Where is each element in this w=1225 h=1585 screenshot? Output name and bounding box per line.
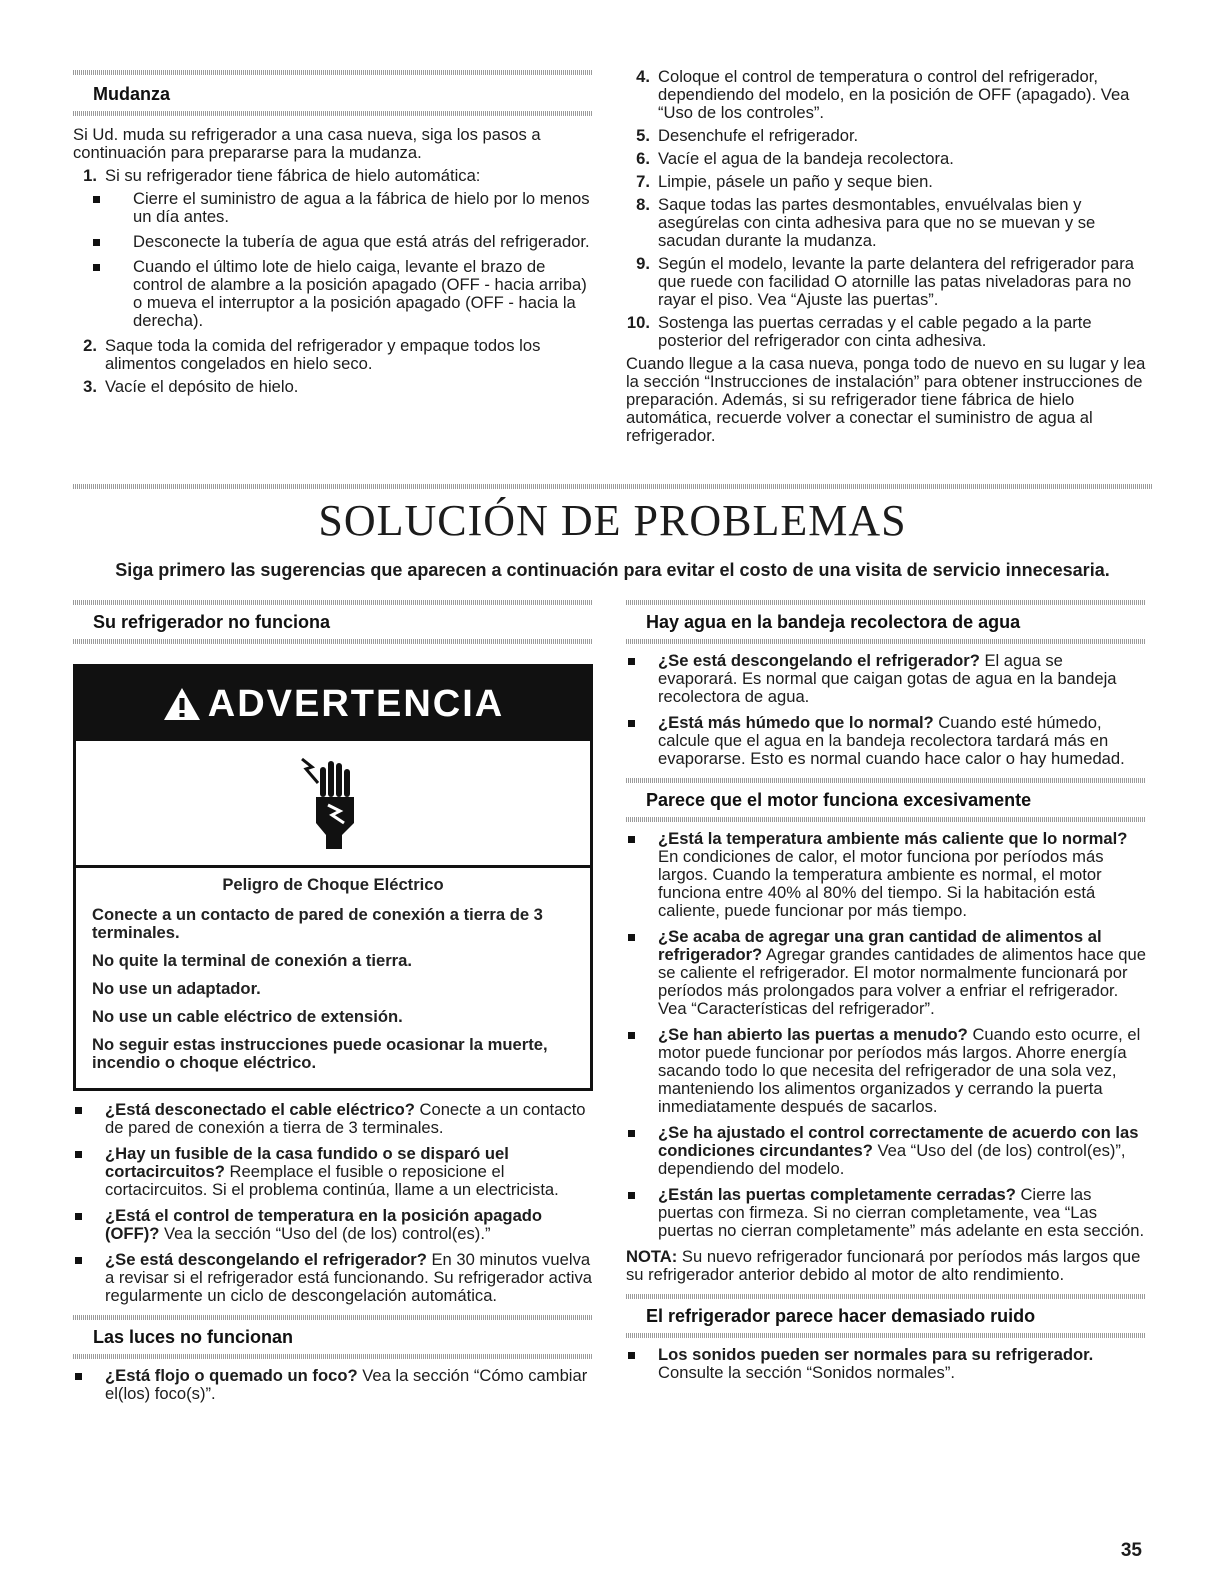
list-item: 2. Saque toda la comida del refrigerador y empaque todos los alimentos congelados en hielo seco. <box>83 336 541 373</box>
section-heading: Hay agua en la bandeja recolectora de agua <box>646 612 1021 632</box>
moving-section-left <box>73 70 593 401</box>
divider <box>626 1294 1146 1299</box>
divider <box>626 1333 1146 1338</box>
electric-shock-icon <box>76 741 590 868</box>
note: NOTA: Su nuevo refrigerador funcionará por períodos más largos que su refrigerador anterior debido al motor de alto rendimiento. <box>626 1247 1141 1284</box>
divider <box>626 600 1146 605</box>
warning-hazard: Peligro de Choque Eléctrico <box>222 875 444 894</box>
warning-box <box>73 664 593 1091</box>
divider <box>73 1315 593 1320</box>
moving-heading: Mudanza <box>93 84 171 104</box>
list-item: ¿Hay un fusible de la casa fundido o se disparó uel cortacircuitos? Reemplace el fusible o reposicione el cortacircuitos. Si el problema continúa, llame a un electricista. <box>73 1145 593 1199</box>
warning-word: ADVERTENCIA <box>207 683 505 725</box>
warning-line: No seguir estas instrucciones puede ocasionar la muerte, incendio o choque eléctrico. <box>92 1035 548 1072</box>
section-heading: El refrigerador parece hacer demasiado ruido <box>646 1306 1036 1326</box>
divider <box>73 111 593 116</box>
section-heading: Parece que el motor funciona excesivamente <box>646 790 1032 810</box>
section-heading: Su refrigerador no funciona <box>93 612 331 632</box>
list-item: Cuando el último lote de hielo caiga, levante el brazo de control de alambre a la posición apagado (OFF - hacia arriba) o mueva el interruptor a la posición apagado (OFF - hacia la derecha). <box>73 258 593 330</box>
warning-line: No use un cable eléctrico de extensión. <box>92 1007 403 1026</box>
divider <box>73 639 593 644</box>
list-item: 4. Coloque el control de temperatura o control del refrigerador, dependiendo del modelo, en la posición de OFF (apagado). Vea “Uso de los controles”. <box>636 67 1130 122</box>
warning-line: No quite la terminal de conexión a tierra. <box>92 951 412 970</box>
list-item: 8. Saque todas las partes desmontables, envuélvalas bien y asegúrelas con cinta adhesiva para que no se muevan y se sacudan durante la mudanza. <box>636 195 1096 250</box>
divider <box>73 70 593 75</box>
warning-triangle-icon <box>162 686 202 722</box>
list-item: 10. Sostenga las puertas cerradas y el cable pegado a la parte posterior del refrigerador con cinta adhesiva. <box>626 313 1092 350</box>
page-number: 35 <box>1120 1540 1142 1561</box>
list-item: ¿Está desconectado el cable eléctrico? Conecte a un contacto de pared de conexión a tierra de 3 terminales. <box>73 1101 593 1137</box>
list-item: ¿Están las puertas completamente cerradas? Cierre las puertas con firmeza. Si no cierran completamente, vea “Las puertas no cierran completamente” más adelante en esta sección. <box>626 1186 1146 1240</box>
list-item: ¿Se han abierto las puertas a menudo? Cuando esto ocurre, el motor puede funcionar por períodos más largos. Ahorre energía sacando todo lo que necesita del refrigerador de una sola vez, manteniendo los alimentos organizados y cerrando la puerta inmediatamente después de sacarlos. <box>626 1026 1146 1116</box>
list-item: ¿Está más húmedo que lo normal? Cuando esté húmedo, calcule que el agua en la bandeja recolectora tardará más en evaporarse. Esto es normal cuando hace calor o hay humedad. <box>626 714 1146 768</box>
list-item: ¿Se está descongelando el refrigerador? El agua se evaporará. Es normal que caigan gotas de agua en la bandeja recolectora de agua. <box>626 652 1146 706</box>
moving-closing: Cuando llegue a la casa nueva, ponga todo de nuevo en su lugar y lea la sección “Instrucciones de instalación” para obtener instrucciones de preparación. Además, si su refrigerador tiene fábrica de hielo automática, recuerde volver a conectar el suministro de agua al refrigerador. <box>626 354 1146 445</box>
list-item: ¿Se está descongelando el refrigerador? En 30 minutos vuelva a revisar si el refrigerador está funcionando. Su refrigerador activa regularmente un ciclo de descongelación automática. <box>73 1251 593 1305</box>
list-item: 5. Desenchufe el refrigerador. <box>636 126 859 145</box>
divider <box>626 817 1146 822</box>
list-item: ¿Está flojo o quemado un foco? Vea la sección “Cómo cambiar el(los) foco(s)”. <box>73 1367 593 1403</box>
warning-line: Conecte a un contacto de pared de conexión a tierra de 3 terminales. <box>92 905 543 942</box>
warning-body <box>76 868 590 1088</box>
list-item: Desconecte la tubería de agua que está atrás del refrigerador. <box>73 233 593 251</box>
list-item: ¿Está el control de temperatura en la posición apagado (OFF)? Vea la sección “Uso del (de los) control(es).” <box>73 1207 593 1243</box>
divider <box>73 1354 593 1359</box>
page-title: SOLUCIÓN DE PROBLEMAS <box>318 496 907 545</box>
list-item: Los sonidos pueden ser normales para su refrigerador. Consulte la sección “Sonidos normales”. <box>626 1346 1146 1382</box>
troubleshoot-left <box>73 600 593 1411</box>
divider <box>626 639 1146 644</box>
list-item: 1. Si su refrigerador tiene fábrica de hielo automática: <box>83 166 481 185</box>
list-item: 9. Según el modelo, levante la parte delantera del refrigerador para que ruede con facilidad O atornille las patas niveladoras para no rayar el piso. Vea “Ajuste las puertas”. <box>636 254 1134 309</box>
list-item: ¿Está la temperatura ambiente más caliente que lo normal? En condiciones de calor, el motor funciona por períodos más largos. Cuando la temperatura ambiente es normal, el motor funciona entre 40% al 80% del tiempo. Si la habitación está caliente, puede funcionar por más tiempo. <box>626 830 1146 920</box>
list-item: ¿Se ha ajustado el control correctamente de acuerdo con las condiciones circundantes? Vea “Uso del (de los) control(es)”, dependiendo del modelo. <box>626 1124 1146 1178</box>
section-heading: Las luces no funcionan <box>93 1327 294 1347</box>
list-item: 6. Vacíe el agua de la bandeja recolectora. <box>636 149 954 168</box>
warning-line: No use un adaptador. <box>92 979 261 998</box>
moving-intro: Si Ud. muda su refrigerador a una casa nueva, siga los pasos a continuación para prepararse para la mudanza. <box>73 125 541 162</box>
divider <box>73 484 1153 489</box>
page-subtitle: Siga primero las sugerencias que aparecen a continuación para evitar el costo de una visita de servicio innecesaria. <box>115 560 1110 580</box>
list-item: ¿Se acaba de agregar una gran cantidad de alimentos al refrigerador? Agregar grandes cantidades de alimentos hace que se caliente el refrigerador. El motor normalmente funcionará por períodos más prolongados para volver a enfriar el refrigerador. Vea “Características del refrigerador”. <box>626 928 1146 1018</box>
divider <box>73 600 593 605</box>
moving-section-right <box>626 68 1146 450</box>
list-item: Cierre el suministro de agua a la fábrica de hielo por lo menos un día antes. <box>73 190 593 226</box>
divider <box>626 778 1146 783</box>
troubleshoot-right <box>626 600 1146 1390</box>
list-item: 3. Vacíe el depósito de hielo. <box>83 377 299 396</box>
warning-header <box>76 667 590 741</box>
list-item: 7. Limpie, pásele un paño y seque bien. <box>636 172 933 191</box>
